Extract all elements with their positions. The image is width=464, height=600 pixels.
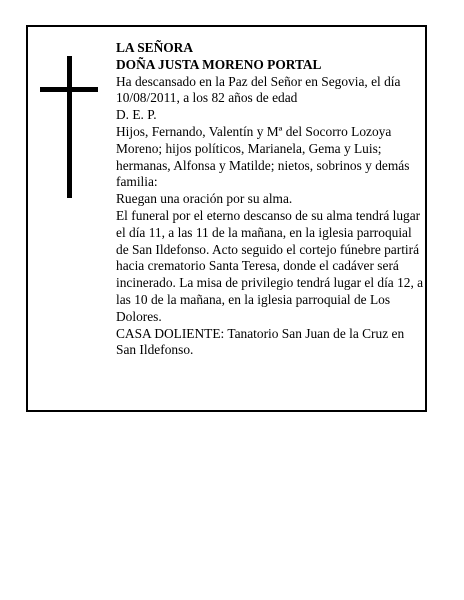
- deceased-name: DOÑA JUSTA MORENO PORTAL: [116, 56, 322, 72]
- cross-icon: [40, 56, 98, 198]
- rip-line: D. E. P.: [116, 107, 157, 123]
- title-line-1: LA SEÑORA: [116, 40, 194, 55]
- death-statement: Ha descansado en la Paz del Señor en Segovia, el día 10/08/2011, a los 82 años de edad: [116, 73, 401, 106]
- cross-horizontal-bar: [40, 87, 98, 92]
- cross-vertical-bar: [67, 56, 72, 198]
- prayer-request: Ruegan una oración por su alma.: [116, 191, 293, 207]
- family-list: Hijos, Fernando, Valentín y Mª del Socorro Lozoya Moreno; hijos políticos, Marianela, Gema y Luis; hermanas, Alfonsa y Matilde; nietos, sobrinos y demás familia:: [116, 123, 410, 190]
- mourning-house: CASA DOLIENTE: Tanatorio San Juan de la Cruz en San Ildefonso.: [116, 325, 405, 358]
- obituary-notice: [26, 25, 427, 412]
- obituary-text-block: [116, 40, 426, 359]
- funeral-details: El funeral por el eterno descanso de su alma tendrá lugar el día 11, a las 11 de la mañana, en la iglesia parroquial de San Ildefonso. Acto seguido el cortejo fúnebre partirá hacia crematorio Santa Teresa, donde el cadáver será incinerado. La misa de privilegio tendrá lugar el día 12, a las 10 de la mañana, en la iglesia parroquial de Los Dolores.: [116, 207, 424, 324]
